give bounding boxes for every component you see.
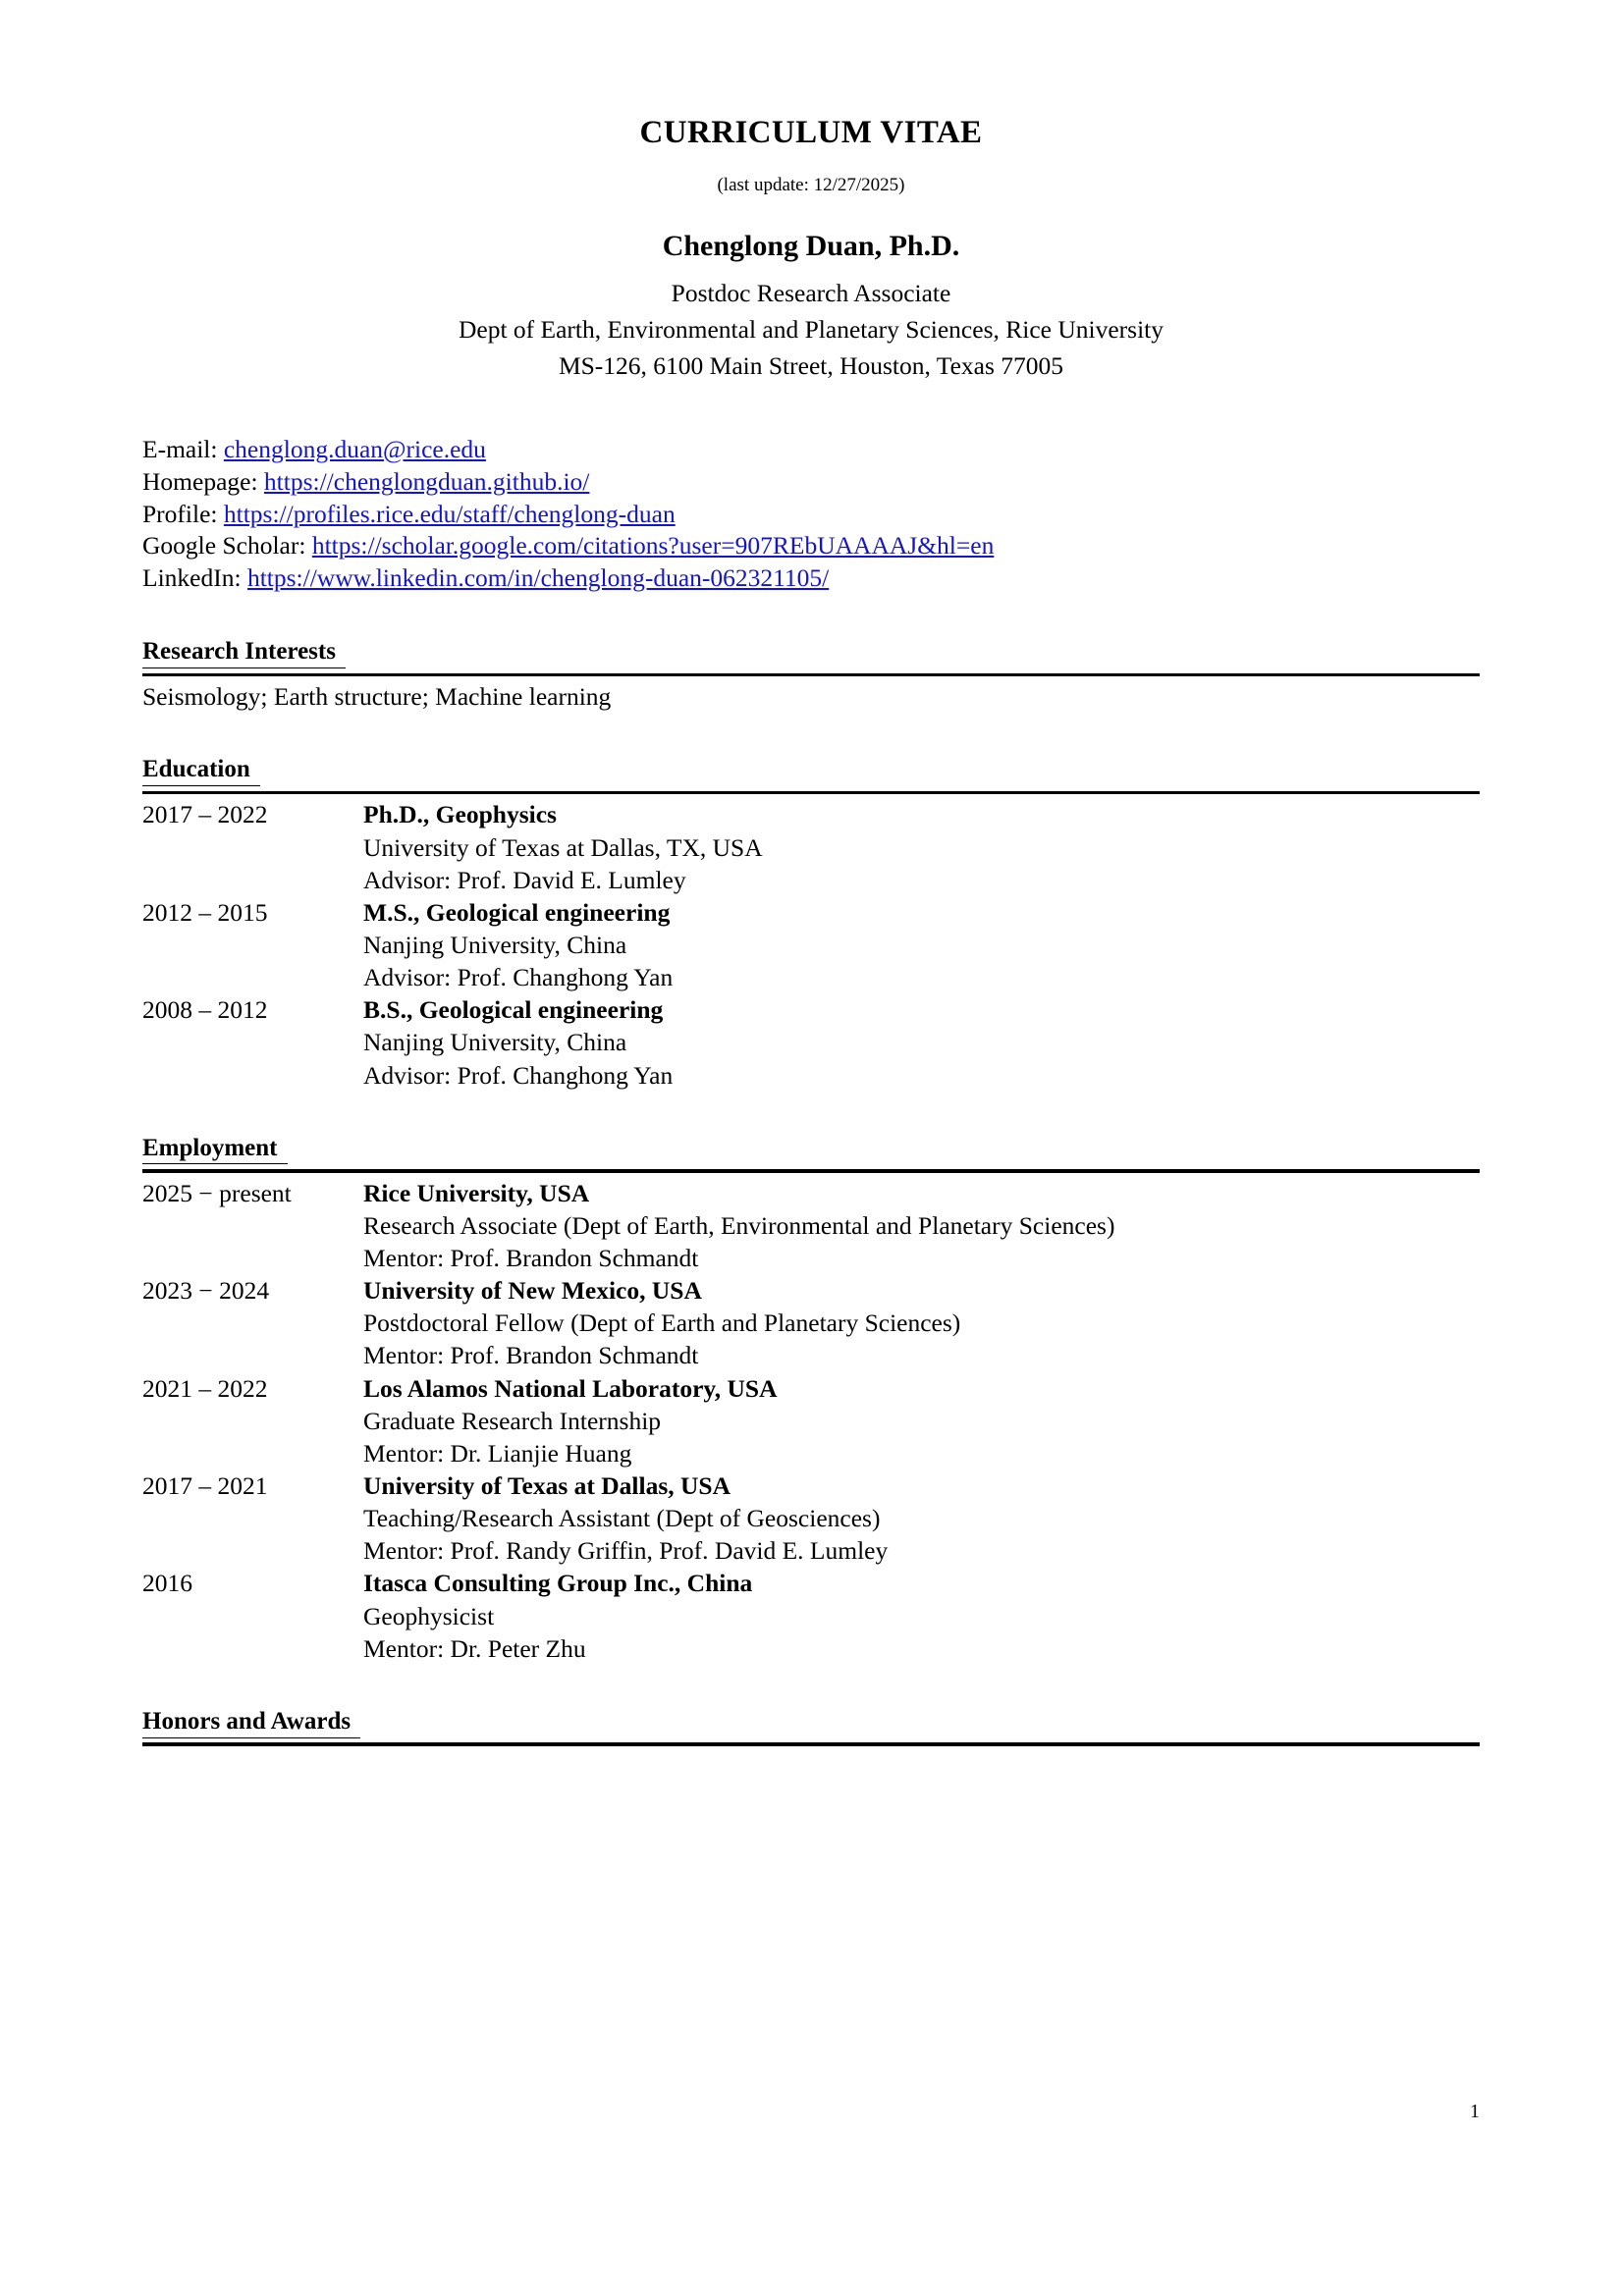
employment-position: Graduate Research Internship [363,1406,662,1435]
education-institution: Nanjing University, China [363,1028,627,1057]
employment-mentor: Mentor: Dr. Lianjie Huang [363,1438,632,1468]
education-entry [142,896,1480,993]
research-interests-text: Seismology; Earth structure; Machine learning [142,682,612,712]
profile-link[interactable]: https://profiles.rice.edu/staff/chenglong-duan [223,499,676,528]
employment-entry [142,1274,1480,1371]
employment-entry-header [142,1372,1480,1405]
employment-organization: University of New Mexico, USA [363,1276,702,1306]
section-title-honors-and-awards: Honors and Awards [142,1708,360,1738]
page-number: 1 [1470,2101,1480,2122]
employment-mentor: Mentor: Prof. Randy Griffin, Prof. David E. Lumley [363,1536,889,1566]
employment-organization: University of Texas at Dallas, USA [363,1470,731,1500]
employment-position: Research Associate (Dept of Earth, Environmental and Planetary Sciences) [363,1210,1115,1240]
education-date: 2012 – 2015 [142,897,268,927]
education-institution: University of Texas at Dallas, TX, USA [363,832,763,862]
employment-organization: Rice University, USA [363,1178,590,1207]
section-title-research-interests: Research Interests [142,638,346,668]
email-link[interactable]: chenglong.duan@rice.edu [223,434,486,463]
section-rule [142,1742,1480,1746]
education-degree: M.S., Geological engineering [363,897,671,927]
section-education [142,756,1480,1091]
contact-line-google-scholar [142,530,1480,562]
employment-entry-header [142,1177,1480,1209]
employment-organization: Los Alamos National Laboratory, USA [363,1373,778,1403]
document-title: CURRICULUM VITAE [639,115,983,150]
section-heading-honors-and-awards [142,1708,1480,1743]
section-honors-and-awards [142,1708,1480,1743]
education-entry-header [142,896,1480,929]
employment-organization: Itasca Consulting Group Inc., China [363,1569,753,1598]
section-rule [142,673,1480,677]
page-content [142,0,1480,1743]
education-advisor: Advisor: Prof. David E. Lumley [363,865,686,894]
education-degree: Ph.D., Geophysics [363,800,557,829]
section-heading-research-interests [142,638,1480,673]
contact-line-profile [142,499,1480,531]
education-entry-header [142,993,1480,1026]
section-body-employment [142,1177,1480,1665]
employment-date: 2025 − present [142,1178,292,1207]
education-date: 2008 – 2012 [142,995,268,1025]
person-address: MS-126, 6100 Main Street, Houston, Texas 77005 [558,350,1064,380]
section-rule [142,791,1480,795]
employment-entry [142,1469,1480,1567]
education-entry-header [142,798,1480,830]
section-title-employment: Employment [142,1135,288,1165]
contact-label-email: E-mail: [142,434,224,463]
section-rule [142,1169,1480,1173]
employment-position: Geophysicist [363,1601,495,1630]
contact-label-google-scholar: Google Scholar: [142,531,312,561]
contact-block [142,434,1480,595]
contact-label-profile: Profile: [142,499,224,528]
education-date: 2017 – 2022 [142,800,268,829]
employment-mentor: Mentor: Dr. Peter Zhu [363,1633,586,1663]
employment-entry-header [142,1274,1480,1307]
employment-mentor: Mentor: Prof. Brandon Schmandt [363,1341,699,1370]
section-employment [142,1135,1480,1665]
employment-entry [142,1372,1480,1469]
employment-entry-header [142,1469,1480,1502]
section-body-education [142,798,1480,1091]
education-advisor: Advisor: Prof. Changhong Yan [363,963,674,992]
person-affiliation: Dept of Earth, Environmental and Planetary Sciences, Rice University [458,315,1164,345]
google-scholar-link[interactable]: https://scholar.google.com/citations?user=907REbUAAAAJ&hl=en [311,531,995,561]
employment-mentor: Mentor: Prof. Brandon Schmandt [363,1243,699,1272]
contact-line-email [142,434,1480,466]
employment-position: Postdoctoral Fellow (Dept of Earth and Planetary Sciences) [363,1308,961,1338]
employment-date: 2023 − 2024 [142,1276,270,1306]
section-body-research-interests [142,680,1480,713]
person-name: Chenglong Duan, Ph.D. [662,230,960,263]
section-title-education: Education [142,756,260,786]
contact-label-homepage: Homepage: [142,466,264,496]
employment-position: Teaching/Research Assistant (Dept of Geosciences) [363,1504,881,1533]
employment-date: 2017 – 2021 [142,1470,268,1500]
employment-entry [142,1177,1480,1274]
education-advisor: Advisor: Prof. Changhong Yan [363,1060,674,1090]
education-entry [142,993,1480,1091]
contact-line-linkedin [142,562,1480,595]
employment-date: 2021 – 2022 [142,1373,268,1403]
employment-entry-header [142,1567,1480,1599]
contact-line-homepage [142,466,1480,499]
homepage-link[interactable]: https://chenglongduan.github.io/ [263,466,590,496]
contact-label-linkedin: LinkedIn: [142,563,247,593]
education-degree: B.S., Geological engineering [363,995,664,1025]
employment-entry [142,1567,1480,1664]
person-role: Postdoc Research Associate [671,279,951,308]
education-entry [142,798,1480,895]
linkedin-link[interactable]: https://www.linkedin.com/in/chenglong-duan-062321105/ [246,563,830,593]
last-update-text: (last update: 12/27/2025) [717,175,905,196]
section-research-interests [142,638,1480,713]
employment-date: 2016 [142,1569,192,1598]
education-institution: Nanjing University, China [363,930,627,959]
section-heading-employment [142,1135,1480,1170]
section-heading-education [142,756,1480,791]
